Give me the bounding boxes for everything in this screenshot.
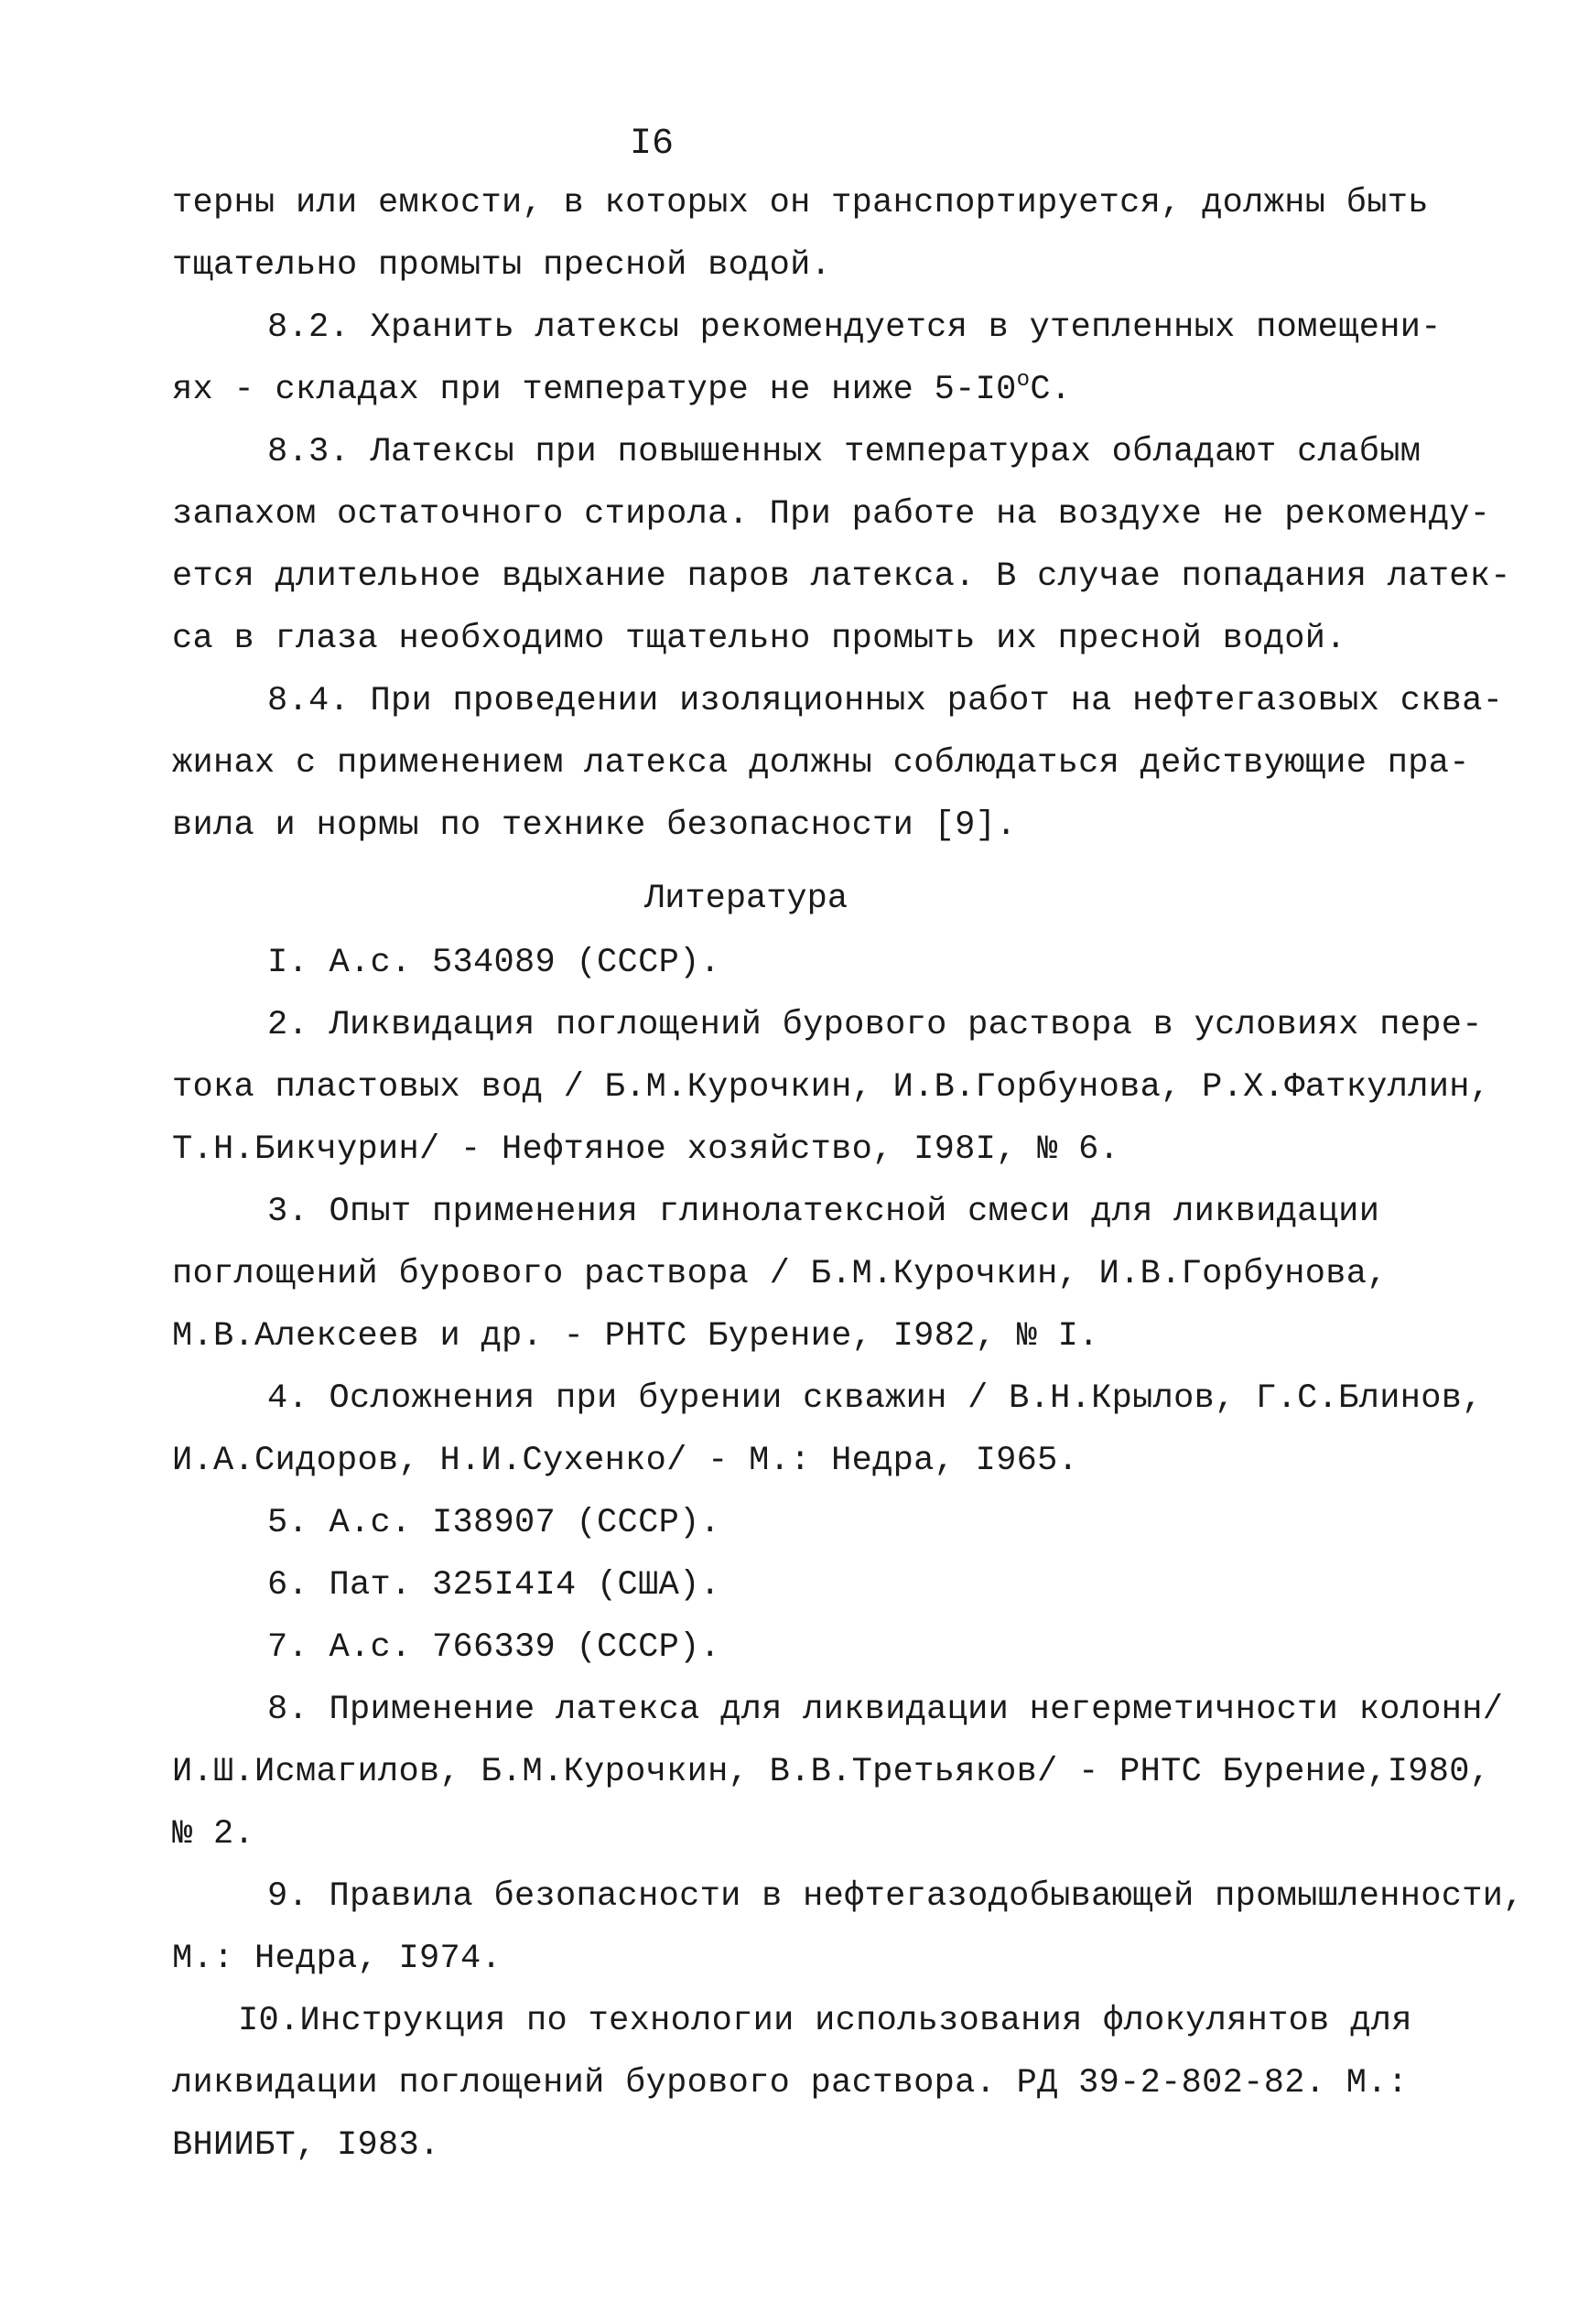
reference-item: ВНИИБТ, I983. xyxy=(172,2126,440,2165)
reference-item: 4. Осложнения при бурении скважин / В.Н.Крылов, Г.С.Блинов, xyxy=(267,1379,1483,1418)
reference-item: тока пластовых вод / Б.М.Курочкин, И.В.Горбунова, Р.Х.Фаткуллин, xyxy=(172,1068,1491,1107)
paragraph-8-3-line: запахом остаточного стирола. При работе на воздухе не рекоменду- xyxy=(172,495,1491,534)
reference-item: I0.Инструкция по технологии использования флокулянтов для xyxy=(238,2002,1412,2040)
reference-item: поглощений бурового раствора / Б.М.Курочкин, И.В.Горбунова, xyxy=(172,1255,1388,1293)
paragraph-8-4-line: 8.4. При проведении изоляционных работ на нефтегазовых сква- xyxy=(267,682,1504,720)
reference-item: 2. Ликвидация поглощений бурового раствора в условиях пере- xyxy=(267,1006,1483,1044)
paragraph-8-4-line: жинах с применением латекса должны соблюдаться действующие пра- xyxy=(172,744,1470,783)
reference-item: М.: Недра, I974. xyxy=(172,1940,503,1978)
reference-item: М.В.Алексеев и др. - РНТС Бурение, I982, № I. xyxy=(172,1317,1099,1356)
reference-item: 5. А.с. I38907 (СССР). xyxy=(267,1504,721,1542)
page-number: I6 xyxy=(630,124,675,165)
reference-item: Т.Н.Бикчурин/ - Нефтяное хозяйство, I98I, № 6. xyxy=(172,1130,1120,1169)
reference-item: 9. Правила безопасности в нефтегазодобывающей промышленности, xyxy=(267,1877,1524,1916)
paragraph-8-3-line: ется длительное вдыхание паров латекса. В случае попадания латек- xyxy=(172,557,1511,596)
paragraph-8-3-line: са в глаза необходимо тщательно промыть их пресной водой. xyxy=(172,620,1346,658)
reference-item: И.Ш.Исмагилов, Б.М.Курочкин, В.В.Третьяков/ - РНТС Бурение,I980, xyxy=(172,1753,1491,1791)
reference-item: 6. Пат. 325I4I4 (США). xyxy=(267,1566,721,1605)
reference-item: И.А.Сидоров, Н.И.Сухенко/ - М.: Недра, I965. xyxy=(172,1442,1079,1480)
paragraph-8-4-line: вила и нормы по технике безопасности [9]. xyxy=(172,806,1017,845)
text-fragment: ях - складах при температуре не ниже 5-I0 xyxy=(172,371,1017,409)
reference-item: № 2. xyxy=(172,1815,255,1854)
reference-item: 8. Применение латекса для ликвидации негерметичности колонн/ xyxy=(267,1691,1504,1729)
literature-heading: Литература xyxy=(644,880,848,918)
paragraph-8-2-line: 8.2. Хранить латексы рекомендуется в утепленных помещени- xyxy=(267,308,1442,347)
reference-item: ликвидации поглощений бурового раствора. РД 39-2-802-82. М.: xyxy=(172,2064,1409,2102)
reference-item: 7. А.с. 766339 (СССР). xyxy=(267,1628,721,1667)
reference-item: I. А.с. 534089 (СССР). xyxy=(267,944,721,982)
degree-superscript: о xyxy=(1016,368,1031,393)
reference-item: 3. Опыт применения глинолатексной смеси для ликвидации xyxy=(267,1193,1380,1231)
paragraph-8-3-line: 8.3. Латексы при повышенных температурах обладают слабым xyxy=(267,433,1421,471)
text-line: терны или емкости, в которых он транспортируется, должны быть xyxy=(172,184,1429,222)
text-line: тщательно промыты пресной водой. xyxy=(172,246,832,285)
text-fragment: С. xyxy=(1030,371,1072,409)
paragraph-8-2-line xyxy=(172,370,1071,414)
